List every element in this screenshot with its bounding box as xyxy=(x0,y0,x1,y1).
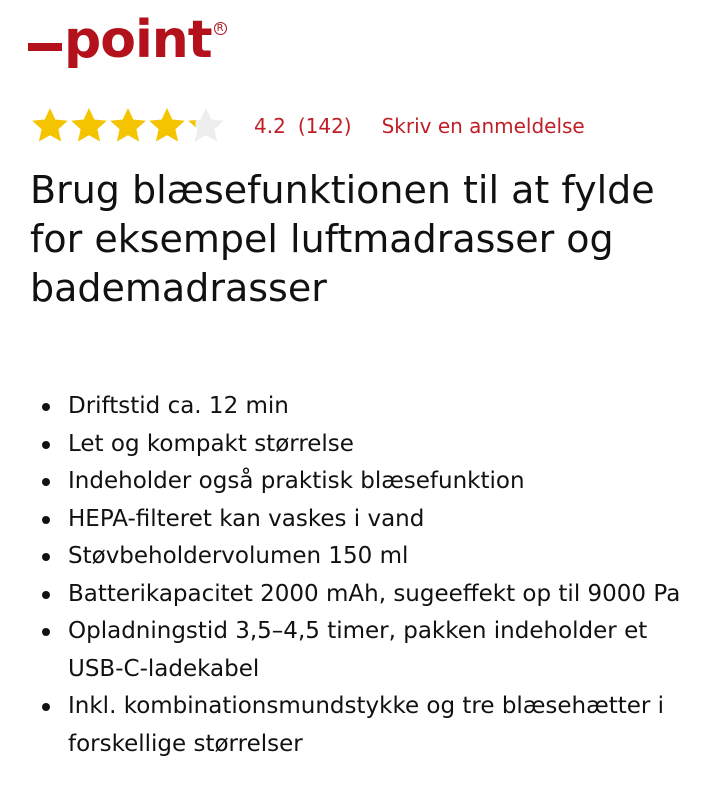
feature-text: Støvbeholdervolumen 150 ml xyxy=(68,543,409,569)
star-icon xyxy=(69,106,109,146)
feature-item xyxy=(30,538,700,576)
point-logo[interactable] xyxy=(28,10,227,76)
bullet-icon xyxy=(42,628,50,636)
feature-item xyxy=(30,688,700,763)
feature-item xyxy=(30,576,700,614)
registered-mark-icon: R xyxy=(214,22,227,35)
rating-row xyxy=(30,104,585,148)
rating-count: (142) xyxy=(297,114,352,138)
bullet-icon xyxy=(42,403,50,411)
star-icon xyxy=(147,106,187,146)
bullet-icon xyxy=(42,703,50,711)
feature-item xyxy=(30,501,700,539)
star-icon xyxy=(30,106,70,146)
product-headline: Brug blæsefunktionen til at fylde for eksempel luftmadrasser og bademadrasser xyxy=(30,168,655,310)
write-review-link[interactable]: Skriv en anmeldelse xyxy=(381,114,585,138)
logo-text: point xyxy=(64,10,212,70)
bullet-icon xyxy=(42,591,50,599)
rating-value: 4.2 xyxy=(254,114,286,138)
feature-item xyxy=(30,388,700,426)
star-rating xyxy=(30,106,228,146)
bullet-icon xyxy=(42,441,50,449)
star-icon xyxy=(108,106,148,146)
feature-text: Driftstid ca. 12 min xyxy=(68,393,289,419)
feature-list xyxy=(30,388,700,763)
bullet-icon xyxy=(42,478,50,486)
feature-text: Opladningstid 3,5–4,5 timer, pakken indeholder et USB-C-ladekabel xyxy=(68,618,648,682)
feature-item xyxy=(30,463,700,501)
feature-item xyxy=(30,426,700,464)
logo-bar xyxy=(28,43,62,51)
feature-text: Indeholder også praktisk blæsefunktion xyxy=(68,468,525,494)
feature-text: HEPA-filteret kan vaskes i vand xyxy=(68,505,425,532)
feature-text: Inkl. kombinationsmundstykke og tre blæsehætter i forskellige størrelser xyxy=(68,693,665,757)
feature-text: Let og kompakt størrelse xyxy=(68,430,354,457)
bullet-icon xyxy=(42,516,50,524)
bullet-icon xyxy=(42,553,50,561)
feature-text: Batterikapacitet 2000 mAh, sugeeffekt op til 9000 Pa xyxy=(68,580,681,607)
star-icon xyxy=(186,106,226,146)
feature-item xyxy=(30,613,700,688)
